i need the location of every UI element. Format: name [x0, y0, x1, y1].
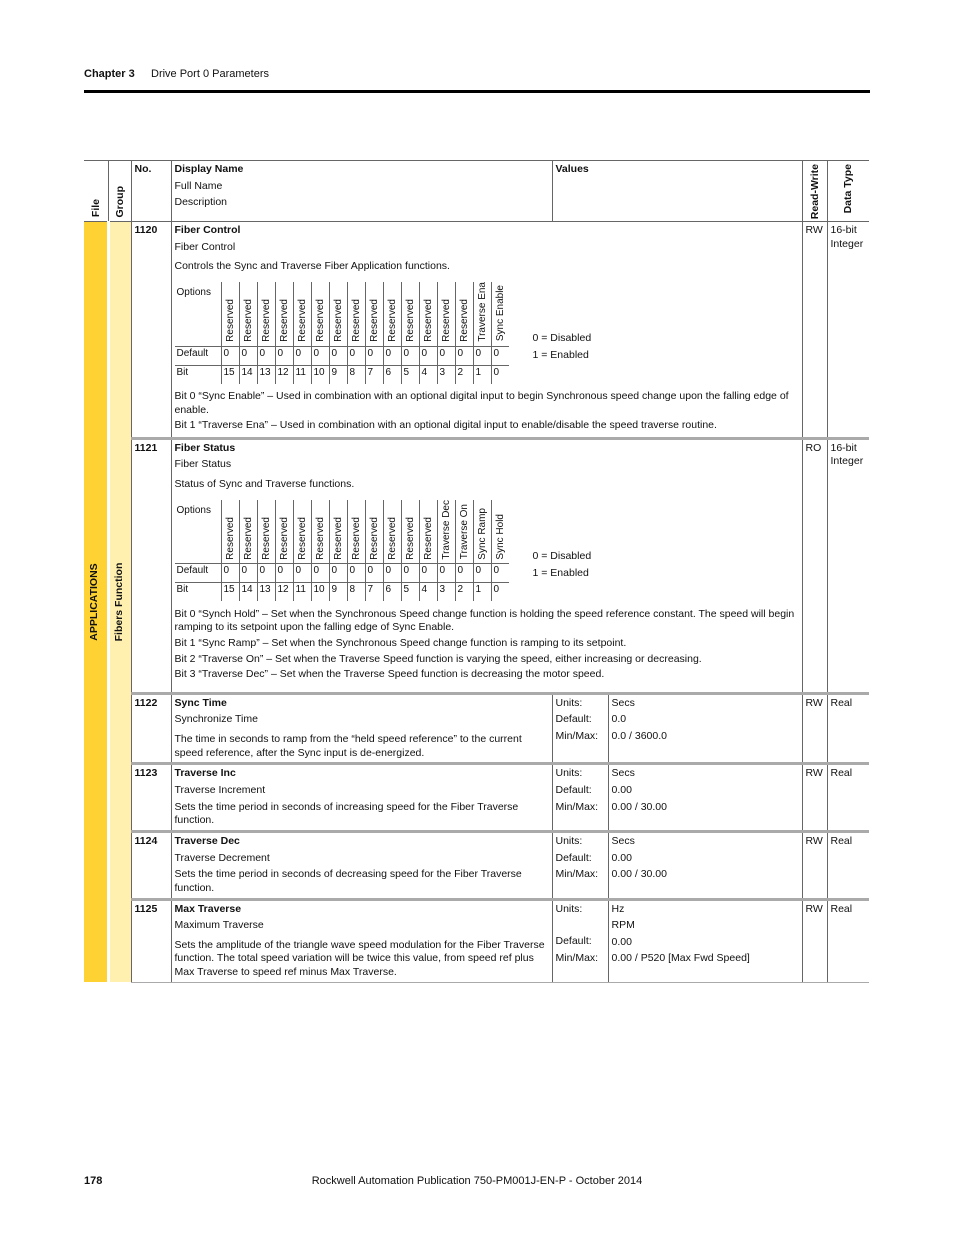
value-labels: Units: Default: Min/Max:	[552, 764, 608, 832]
description: Status of Sync and Traverse functions.	[174, 478, 355, 491]
data-type: Real	[827, 899, 869, 982]
data-type: 16-bit Integer	[827, 438, 869, 693]
param-details	[171, 764, 552, 832]
param-row-1124	[84, 831, 869, 899]
read-write: RW	[802, 764, 827, 832]
options-label: Options	[176, 286, 211, 298]
parameter-table	[84, 160, 869, 983]
param-row-1120	[84, 222, 869, 439]
file-col-header: File	[84, 161, 108, 222]
param-number: 1124	[131, 831, 171, 899]
read-write: RW	[802, 222, 827, 439]
no-col-header: No.	[131, 161, 171, 222]
full-name: Fiber Status	[174, 458, 232, 471]
default-value: 0.00	[611, 784, 632, 797]
bit-legend: 0 = Disabled 1 = Enabled	[532, 331, 592, 362]
value-labels: Units: Default: Min/Max:	[552, 693, 608, 764]
full-name: Traverse Decrement	[174, 851, 270, 864]
units-value: Secs	[611, 767, 635, 780]
param-number: 1125	[131, 899, 171, 982]
full-name: Fiber Control	[174, 240, 236, 253]
param-details	[171, 693, 552, 764]
chapter-label: Chapter 3	[84, 68, 135, 80]
units-value: Secs	[611, 696, 635, 709]
bit-options	[175, 500, 799, 596]
read-write: RW	[802, 831, 827, 899]
read-write: RW	[802, 899, 827, 982]
display-name: Traverse Inc	[174, 767, 236, 780]
description: Sets the time period in seconds of decreasing speed for the Fiber Traverse function.	[174, 868, 522, 894]
chapter-title: Drive Port 0 Parameters	[151, 68, 269, 80]
value-labels: Units: Default: Min/Max:	[552, 899, 608, 982]
minmax-value: 0.00 / 30.00	[611, 868, 667, 881]
default-label: Default	[175, 564, 222, 583]
bit-legend: 0 = Disabled 1 = Enabled	[532, 549, 592, 580]
param-number: 1122	[131, 693, 171, 764]
param-details	[171, 222, 802, 439]
param-details	[171, 438, 802, 693]
bit-table: Options Reserved Reserved Reserved Reserved Reserved Reserved Reserved Reserved Reserved Reserved Reserved Reserved Traverse Dec Traverse On Sync Ramp Sync Hold Default 0 0 0 0 0 0 0 0 0 0 0 0 0 0 0 0 Bit 15 14 13 12 11 10 9 8 7 6 5 4 3 2 1 0	[175, 500, 509, 602]
group-cell: Fibers Function	[108, 222, 131, 983]
minmax-value: 0.00 / 30.00	[611, 800, 667, 813]
param-row-1125	[84, 899, 869, 982]
description: Controls the Sync and Traverse Fiber Application functions.	[174, 260, 450, 273]
minmax-value: 0.00 / P520 [Max Fwd Speed]	[611, 952, 750, 965]
read-write: RW	[802, 693, 827, 764]
value-labels: Units: Default: Min/Max:	[552, 831, 608, 899]
display-name: Fiber Status	[174, 441, 236, 454]
header-row	[84, 161, 869, 222]
minmax-value: 0.0 / 3600.0	[611, 730, 667, 743]
value-values	[608, 831, 802, 899]
full-name: Maximum Traverse	[174, 919, 264, 932]
default-label: Default	[175, 346, 222, 365]
page-number: 178	[84, 1175, 103, 1187]
default-value: 0.00	[611, 935, 632, 948]
param-number: 1123	[131, 764, 171, 832]
file-cell: APPLICATIONS	[84, 222, 108, 983]
default-value: 0.00	[611, 851, 632, 864]
full-name: Traverse Increment	[174, 784, 266, 797]
bit-notes: Bit 0 “Sync Enable” – Used in combination with an optional digital input to begin Synchronous speed change upon the falling edge of enable. Bit 1 “Traverse Ena” – Used in combination with an optional digital input to enable/disable the speed traverse routine.	[174, 389, 789, 432]
display-name: Traverse Dec	[174, 834, 240, 847]
read-write: RO	[802, 438, 827, 693]
page-header	[84, 66, 870, 93]
param-number: 1121	[131, 438, 171, 693]
name-col-header: Display Name Full Name Description	[171, 161, 552, 222]
value-values	[608, 899, 802, 982]
value-values	[608, 693, 802, 764]
param-row-1122	[84, 693, 869, 764]
bit-table: Options Reserved Reserved Reserved Reserved Reserved Reserved Reserved Reserved Reserved Reserved Reserved Reserved Reserved Reserved Traverse Ena Sync Enable Default 0 0 0 0 0 0 0 0 0 0 0 0 0 0 0 0 Bit 15 14 13 12 11 10 9 8 7 6 5 4 3 2 1 0	[175, 282, 509, 384]
data-type: 16-bit Integer	[827, 222, 869, 439]
group-col-header: Group	[108, 161, 131, 222]
data-type: Real	[827, 764, 869, 832]
data-type: Real	[827, 831, 869, 899]
display-name: Max Traverse	[174, 902, 242, 915]
bit-options	[175, 282, 799, 378]
type-col-header: Data Type	[827, 161, 869, 222]
param-row-1123	[84, 764, 869, 832]
display-name: Fiber Control	[174, 224, 241, 236]
bit-notes: Bit 0 “Synch Hold” – Set when the Synchronous Speed change function is holding the speed reference constant. The speed will begin ramping to its setpoint upon the falling edge of Sync Enable. Bit 1 “Sync Ramp” – Set when the Synchronous Speed change function is ramping to its setpoint. Bit 2 “Traverse On” – Set when the Traverse Speed function is varying the speed, either increasing or decreasing. Bit 3 “Traverse Dec” – Set when the Traverse Speed function is decreasing the motor speed.	[174, 607, 795, 681]
param-details	[171, 899, 552, 982]
description: Sets the time period in seconds of increasing speed for the Fiber Traverse function.	[174, 800, 519, 827]
bit-label: Bit	[175, 365, 222, 384]
description: The time in seconds to ramp from the “held speed reference” to the current speed reference, after the Sync input is de-energized.	[174, 733, 522, 759]
value-values	[608, 764, 802, 832]
default-value: 0.0	[611, 713, 627, 726]
units-value: Secs	[611, 834, 635, 847]
description: Sets the amplitude of the triangle wave speed modulation for the Fiber Traverse function. The total speed variation will be twice this value, from speed ref plus Max Traverse to speed ref minus Max Traverse.	[174, 938, 545, 979]
units-value-2: RPM	[611, 919, 635, 932]
display-name: Sync Time	[174, 696, 227, 709]
units-value: Hz	[611, 902, 625, 915]
options-label: Options	[176, 504, 211, 516]
publication-info: Rockwell Automation Publication 750-PM001J-EN-P - October 2014	[311, 1175, 643, 1187]
data-type: Real	[827, 693, 869, 764]
bit-label: Bit	[175, 583, 222, 602]
param-details	[171, 831, 552, 899]
rw-col-header: Read-Write	[802, 161, 827, 222]
param-number: 1120	[131, 222, 171, 439]
full-name: Synchronize Time	[174, 713, 258, 726]
values-col-header: Values	[552, 161, 802, 222]
param-row-1121	[84, 438, 869, 693]
